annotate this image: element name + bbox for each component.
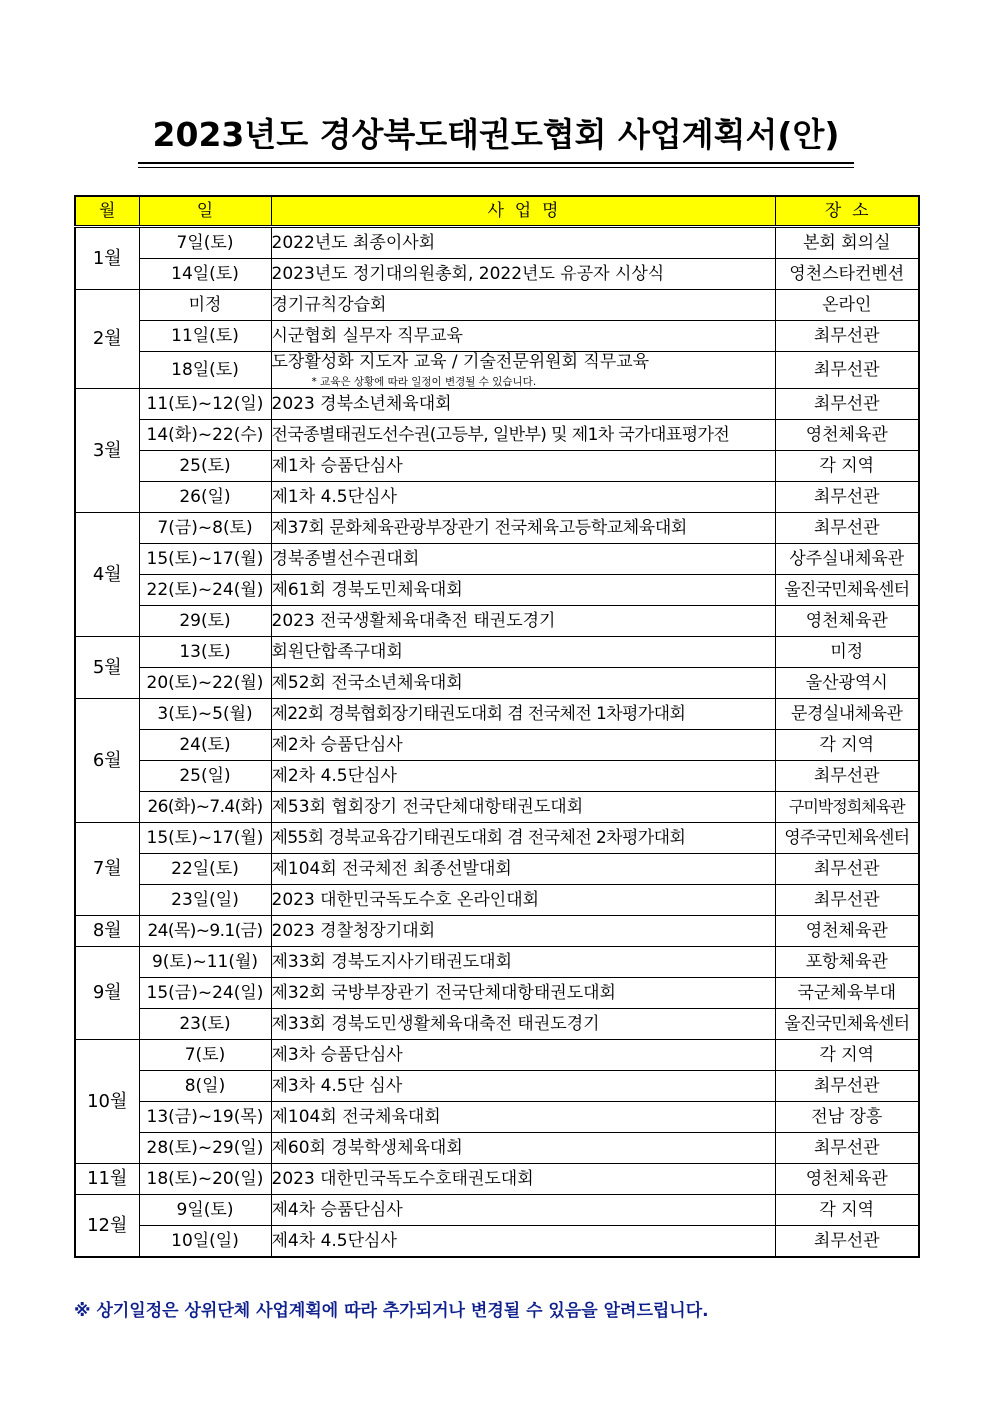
place-cell: 최무선관 — [775, 352, 919, 389]
place-cell: 최무선관 — [775, 854, 919, 885]
table-row — [75, 854, 919, 885]
month-cell: 5월 — [75, 637, 139, 699]
date-cell: 7(금)~8(토) — [139, 513, 271, 544]
table-row — [75, 227, 919, 259]
place-cell: 상주실내체육관 — [775, 544, 919, 575]
event-cell: 제22회 경북협회장기태권도대회 겸 전국체전 1차평가대회 — [271, 699, 775, 730]
month-cell: 4월 — [75, 513, 139, 637]
table-row — [75, 668, 919, 699]
event-cell: 제37회 문화체육관광부장관기 전국체육고등학교체육대회 — [271, 513, 775, 544]
place-cell: 최무선관 — [775, 389, 919, 420]
date-cell: 28(토)~29(일) — [139, 1133, 271, 1164]
date-cell: 15(토)~17(월) — [139, 544, 271, 575]
header-day: 일 — [139, 196, 271, 227]
table-row — [75, 947, 919, 978]
month-cell: 11월 — [75, 1164, 139, 1195]
place-cell: 각 지역 — [775, 1195, 919, 1226]
title-block — [138, 112, 854, 168]
place-cell: 온라인 — [775, 290, 919, 321]
event-cell: 제55회 경북교육감기태권도대회 겸 전국체전 2차평가대회 — [271, 823, 775, 854]
table-row — [75, 1226, 919, 1258]
event-note: * 교육은 상황에 따라 일정이 변경될 수 있습니다. — [311, 376, 537, 388]
event-cell: 시군협회 실무자 직무교육 — [271, 321, 775, 352]
header-event: 사 업 명 — [271, 196, 775, 227]
schedule-table — [74, 195, 920, 1258]
place-cell: 최무선관 — [775, 761, 919, 792]
table-row — [75, 885, 919, 916]
date-cell: 9(토)~11(월) — [139, 947, 271, 978]
header-place: 장 소 — [775, 196, 919, 227]
event-cell: 2023 전국생활체육대축전 태권도경기 — [271, 606, 775, 637]
event-text: 도장활성화 지도자 교육 / 기술전문위원회 직무교육 — [271, 352, 650, 372]
table-row — [75, 1102, 919, 1133]
table-row — [75, 1133, 919, 1164]
table-row — [75, 1040, 919, 1071]
month-cell: 12월 — [75, 1195, 139, 1258]
table-row — [75, 1071, 919, 1102]
table-row — [75, 1195, 919, 1226]
date-cell: 7(토) — [139, 1040, 271, 1071]
date-cell: 25(토) — [139, 451, 271, 482]
date-cell: 11(토)~12(일) — [139, 389, 271, 420]
table-row — [75, 352, 919, 389]
date-cell: 15(토)~17(월) — [139, 823, 271, 854]
date-cell: 22일(토) — [139, 854, 271, 885]
table-row — [75, 699, 919, 730]
place-cell: 영천체육관 — [775, 420, 919, 451]
date-cell: 3(토)~5(월) — [139, 699, 271, 730]
table-row — [75, 420, 919, 451]
table-row — [75, 730, 919, 761]
event-cell: 제3차 4.5단 심사 — [271, 1071, 775, 1102]
place-cell: 울산광역시 — [775, 668, 919, 699]
table-row — [75, 451, 919, 482]
place-cell: 영천체육관 — [775, 606, 919, 637]
date-cell: 14(화)~22(수) — [139, 420, 271, 451]
place-cell: 각 지역 — [775, 730, 919, 761]
place-cell: 문경실내체육관 — [775, 699, 919, 730]
event-cell: 제4차 승품단심사 — [271, 1195, 775, 1226]
table-row — [75, 792, 919, 823]
date-cell: 9일(토) — [139, 1195, 271, 1226]
event-cell: 제2차 4.5단심사 — [271, 761, 775, 792]
place-cell: 본회 회의실 — [775, 227, 919, 259]
date-cell: 13(토) — [139, 637, 271, 668]
table-row — [75, 823, 919, 854]
month-cell: 6월 — [75, 699, 139, 823]
month-cell: 8월 — [75, 916, 139, 947]
month-cell: 7월 — [75, 823, 139, 916]
place-cell: 울진국민체육센터 — [775, 575, 919, 606]
date-cell: 24(목)~9.1(금) — [139, 916, 271, 947]
table-row — [75, 544, 919, 575]
event-cell: 2023 경북소년체육대회 — [271, 389, 775, 420]
month-cell: 2월 — [75, 290, 139, 389]
date-cell: 23(토) — [139, 1009, 271, 1040]
date-cell: 22(토)~24(월) — [139, 575, 271, 606]
event-cell: 2023 대한민국독도수호태권도대회 — [271, 1164, 775, 1195]
table-row — [75, 389, 919, 420]
event-cell: 제53회 협회장기 전국단체대항태권도대회 — [271, 792, 775, 823]
table-row — [75, 1164, 919, 1195]
table-row — [75, 575, 919, 606]
date-cell: 29(토) — [139, 606, 271, 637]
table-row — [75, 637, 919, 668]
event-cell: 제104회 전국체전 최종선발대회 — [271, 854, 775, 885]
title-underline-thin — [138, 167, 854, 168]
event-cell: 2022년도 최종이사회 — [271, 227, 775, 259]
place-cell: 전남 장흥 — [775, 1102, 919, 1133]
date-cell: 24(토) — [139, 730, 271, 761]
date-cell: 미정 — [139, 290, 271, 321]
event-cell: 2023 경찰청장기대회 — [271, 916, 775, 947]
event-cell: 경기규칙강습회 — [271, 290, 775, 321]
event-cell: 제3차 승품단심사 — [271, 1040, 775, 1071]
table-row — [75, 978, 919, 1009]
event-cell: 제33회 경북도민생활체육대축전 태권도경기 — [271, 1009, 775, 1040]
place-cell: 구미박정희체육관 — [775, 792, 919, 823]
date-cell: 26(화)~7.4(화) — [139, 792, 271, 823]
table-row — [75, 606, 919, 637]
event-cell: 제32회 국방부장관기 전국단체대항태권도대회 — [271, 978, 775, 1009]
event-cell: 제1차 4.5단심사 — [271, 482, 775, 513]
event-cell: 제33회 경북도지사기태권도대회 — [271, 947, 775, 978]
place-cell: 최무선관 — [775, 1071, 919, 1102]
place-cell: 최무선관 — [775, 1133, 919, 1164]
place-cell: 각 지역 — [775, 451, 919, 482]
date-cell: 20(토)~22(월) — [139, 668, 271, 699]
place-cell: 영천체육관 — [775, 1164, 919, 1195]
table-row — [75, 482, 919, 513]
table-row — [75, 321, 919, 352]
event-cell: 제61회 경북도민체육대회 — [271, 575, 775, 606]
place-cell: 포항체육관 — [775, 947, 919, 978]
date-cell: 11일(토) — [139, 321, 271, 352]
event-cell: 회원단합족구대회 — [271, 637, 775, 668]
month-cell: 9월 — [75, 947, 139, 1040]
place-cell: 국군체육부대 — [775, 978, 919, 1009]
table-row — [75, 259, 919, 290]
event-cell: 제104회 전국체육대회 — [271, 1102, 775, 1133]
date-cell: 25(일) — [139, 761, 271, 792]
event-cell: 제4차 4.5단심사 — [271, 1226, 775, 1258]
place-cell: 최무선관 — [775, 1226, 919, 1258]
month-cell: 1월 — [75, 227, 139, 290]
date-cell: 10일(일) — [139, 1226, 271, 1258]
place-cell: 최무선관 — [775, 885, 919, 916]
date-cell: 15(금)~24(일) — [139, 978, 271, 1009]
header-month: 월 — [75, 196, 139, 227]
date-cell: 13(금)~19(목) — [139, 1102, 271, 1133]
place-cell: 각 지역 — [775, 1040, 919, 1071]
date-cell: 18일(토) — [139, 352, 271, 389]
table-row — [75, 761, 919, 792]
place-cell: 최무선관 — [775, 482, 919, 513]
table-row — [75, 513, 919, 544]
month-cell: 3월 — [75, 389, 139, 513]
page-title: 2023년도 경상북도태권도협회 사업계획서(안) — [152, 115, 840, 154]
header-row — [75, 196, 919, 227]
date-cell: 7일(토) — [139, 227, 271, 259]
place-cell: 최무선관 — [775, 513, 919, 544]
place-cell: 최무선관 — [775, 321, 919, 352]
date-cell: 23일(일) — [139, 885, 271, 916]
month-cell: 10월 — [75, 1040, 139, 1164]
table-row — [75, 290, 919, 321]
place-cell: 영천체육관 — [775, 916, 919, 947]
table-row — [75, 1009, 919, 1040]
event-cell: 제1차 승품단심사 — [271, 451, 775, 482]
event-cell: 2023 대한민국독도수호 온라인대회 — [271, 885, 775, 916]
event-cell: 제60회 경북학생체육대회 — [271, 1133, 775, 1164]
place-cell: 울진국민체육센터 — [775, 1009, 919, 1040]
event-cell: 제52회 전국소년체육대회 — [271, 668, 775, 699]
date-cell: 26(일) — [139, 482, 271, 513]
date-cell: 14일(토) — [139, 259, 271, 290]
place-cell: 영주국민체육센터 — [775, 823, 919, 854]
table-row — [75, 916, 919, 947]
event-cell: 경북종별선수권대회 — [271, 544, 775, 575]
event-cell — [271, 352, 775, 389]
place-cell: 영천스타컨벤션 — [775, 259, 919, 290]
event-cell: 2023년도 정기대의원총회, 2022년도 유공자 시상식 — [271, 259, 775, 290]
event-cell: 제2차 승품단심사 — [271, 730, 775, 761]
date-cell: 18(토)~20(일) — [139, 1164, 271, 1195]
title-underline — [138, 162, 854, 164]
footnote: ※ 상기일정은 상위단체 사업계획에 따라 추가되거나 변경될 수 있음을 알려드립니다. — [74, 1301, 709, 1321]
place-cell: 미정 — [775, 637, 919, 668]
event-cell: 전국종별태권도선수권(고등부, 일반부) 및 제1차 국가대표평가전 — [271, 420, 775, 451]
date-cell: 8(일) — [139, 1071, 271, 1102]
